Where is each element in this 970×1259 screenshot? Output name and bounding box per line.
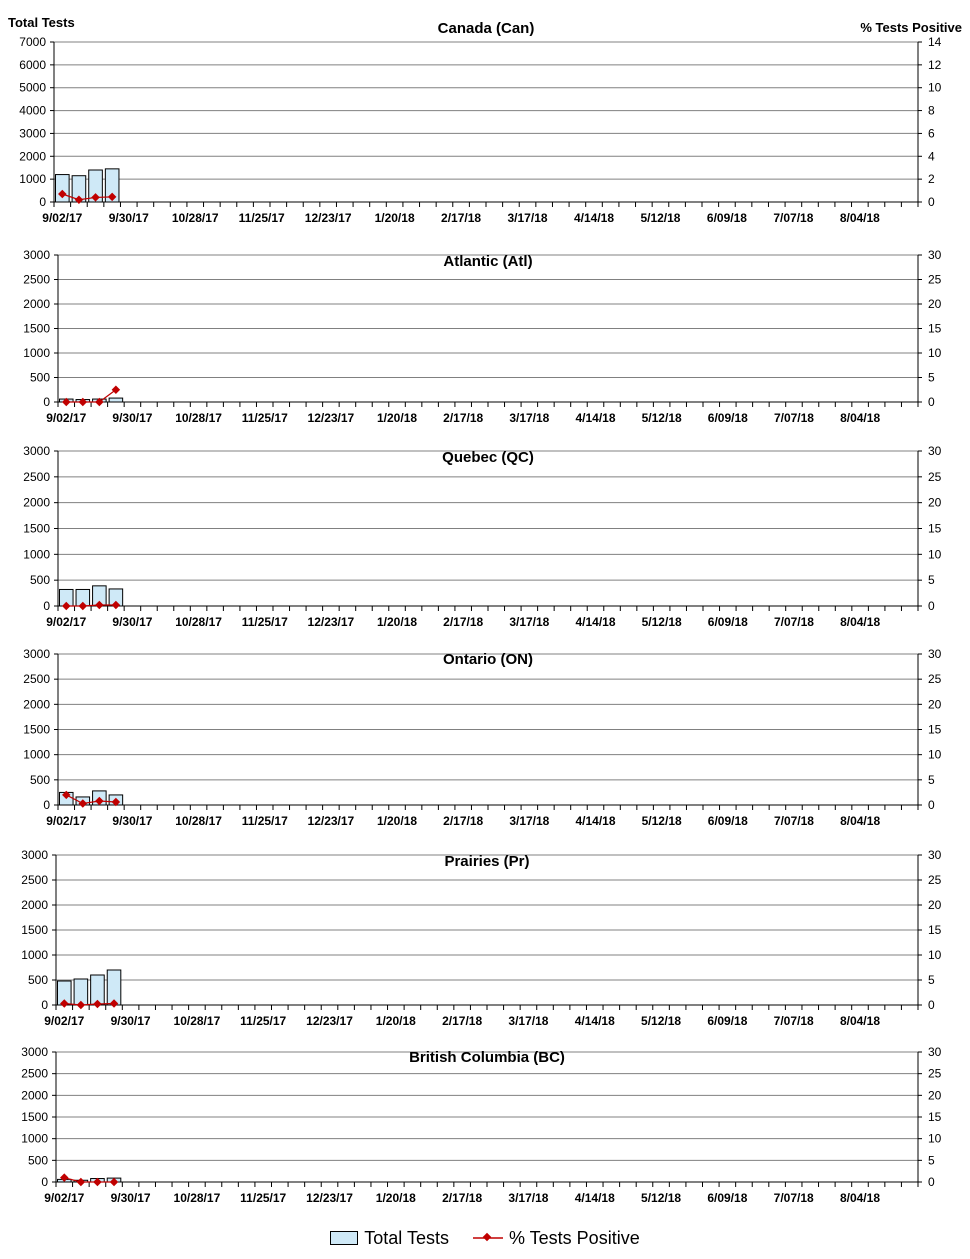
- x-tick-label: 11/25/17: [240, 1191, 287, 1205]
- left-tick-label: 3000: [23, 248, 50, 262]
- right-tick-label: 14: [928, 35, 942, 49]
- right-tick-label: 20: [928, 297, 942, 311]
- right-tick-label: 15: [928, 923, 942, 937]
- x-tick-label: 1/20/18: [377, 411, 418, 425]
- x-tick-label: 6/09/18: [706, 211, 747, 225]
- right-tick-label: 30: [928, 848, 942, 862]
- right-tick-label: 4: [928, 149, 935, 164]
- x-tick-label: 7/07/18: [773, 211, 814, 225]
- x-tick-label: 1/20/18: [377, 814, 418, 828]
- x-tick-label: 7/07/18: [773, 814, 814, 828]
- right-tick-label: 5: [928, 772, 935, 787]
- x-tick-label: 9/30/17: [112, 411, 153, 425]
- right-tick-label: 0: [928, 798, 935, 812]
- right-tick-label: 25: [928, 672, 942, 687]
- right-tick-label: 25: [928, 272, 942, 287]
- right-tick-label: 15: [928, 321, 942, 336]
- x-tick-label: 1/20/18: [375, 1191, 416, 1205]
- left-tick-label: 500: [29, 370, 50, 385]
- left-tick-label: 2000: [21, 898, 48, 912]
- x-tick-label: 5/12/18: [641, 615, 682, 629]
- x-tick-label: 6/09/18: [707, 411, 748, 425]
- left-tick-label: 3000: [19, 126, 46, 141]
- right-tick-label: 5: [928, 573, 935, 588]
- chart-title: Atlantic (Atl): [443, 253, 533, 270]
- left-tick-label: 0: [41, 1175, 48, 1189]
- chart-panel-3: [23, 444, 941, 629]
- left-tick-label: 6000: [19, 57, 46, 72]
- left-tick-label: 5000: [19, 80, 46, 95]
- pct-line: [66, 795, 116, 804]
- right-tick-label: 10: [928, 346, 942, 360]
- chart-panel-2: [23, 248, 941, 425]
- chart-panel-5: [21, 848, 941, 1028]
- left-tick-label: 500: [29, 772, 50, 787]
- x-tick-label: 11/25/17: [241, 615, 288, 629]
- right-tick-label: 10: [928, 547, 942, 562]
- x-tick-label: 7/07/18: [773, 1191, 814, 1205]
- left-tick-label: 2000: [23, 697, 50, 712]
- left-tick-label: 500: [27, 973, 48, 987]
- right-tick-label: 30: [928, 248, 942, 262]
- chart-title: British Columbia (BC): [409, 1049, 565, 1066]
- left-tick-label: 7000: [19, 35, 46, 49]
- pct-marker: [77, 1178, 85, 1186]
- bar: [109, 398, 123, 402]
- right-tick-label: 15: [928, 1110, 942, 1124]
- x-tick-label: 2/17/18: [443, 411, 484, 425]
- x-tick-label: 3/17/18: [509, 814, 550, 828]
- left-tick-label: 3000: [21, 1045, 48, 1059]
- chart-panel-1: [19, 20, 941, 225]
- x-tick-label: 11/25/17: [240, 1014, 287, 1028]
- x-tick-label: 1/20/18: [374, 211, 415, 225]
- x-tick-label: 12/23/17: [307, 411, 355, 425]
- x-tick-label: 9/02/17: [46, 814, 87, 828]
- x-tick-label: 9/02/17: [44, 1191, 85, 1205]
- right-tick-label: 10: [928, 948, 942, 962]
- legend: [0, 1224, 970, 1252]
- left-tick-label: 3000: [21, 848, 48, 862]
- left-tick-label: 3000: [23, 444, 50, 458]
- left-tick-label: 1500: [23, 722, 50, 737]
- x-tick-label: 12/23/17: [306, 1014, 353, 1028]
- x-tick-label: 3/17/18: [507, 211, 548, 225]
- left-tick-label: 1500: [23, 521, 50, 536]
- left-tick-label: 2500: [23, 272, 50, 287]
- right-axis-title: % Tests Positive: [860, 20, 962, 35]
- x-tick-label: 2/17/18: [442, 1014, 483, 1028]
- pct-marker: [112, 386, 120, 394]
- right-tick-label: 0: [928, 1175, 935, 1189]
- right-tick-label: 5: [928, 973, 935, 987]
- x-tick-label: 9/30/17: [112, 814, 153, 828]
- left-tick-label: 1500: [23, 321, 50, 336]
- chart-panel-4: [23, 647, 941, 828]
- right-tick-label: 30: [928, 444, 942, 458]
- x-tick-label: 2/17/18: [441, 211, 482, 225]
- x-tick-label: 1/20/18: [377, 615, 418, 629]
- legend-line-label: % Tests Positive: [508, 1227, 640, 1248]
- x-tick-label: 9/30/17: [112, 615, 153, 629]
- right-tick-label: 12: [928, 57, 942, 72]
- right-tick-label: 20: [928, 898, 942, 912]
- pct-line: [64, 1178, 114, 1182]
- x-tick-label: 2/17/18: [443, 814, 484, 828]
- x-tick-label: 11/25/17: [238, 211, 285, 225]
- right-tick-label: 30: [928, 1045, 942, 1059]
- right-tick-label: 0: [928, 195, 935, 209]
- x-tick-label: 9/30/17: [110, 1014, 151, 1028]
- right-tick-label: 30: [928, 647, 942, 661]
- x-tick-label: 8/04/18: [840, 814, 881, 828]
- chart-title: Quebec (QC): [442, 449, 534, 466]
- right-tick-label: 6: [928, 126, 935, 141]
- left-tick-label: 2500: [21, 873, 48, 887]
- right-tick-label: 10: [928, 80, 942, 95]
- x-tick-label: 8/04/18: [839, 211, 880, 225]
- x-tick-label: 5/12/18: [641, 1014, 682, 1028]
- pct-marker: [79, 398, 87, 406]
- left-tick-label: 2000: [23, 495, 50, 510]
- x-tick-label: 6/09/18: [707, 1191, 748, 1205]
- pct-line: [62, 194, 112, 200]
- x-tick-label: 5/12/18: [641, 411, 682, 425]
- legend-bars-label: Total Tests: [364, 1227, 449, 1248]
- x-tick-label: 8/04/18: [839, 1191, 881, 1205]
- chart-panel-6: [21, 1045, 941, 1205]
- x-tick-label: 10/28/17: [173, 1014, 221, 1028]
- chart-title: Canada (Can): [437, 20, 535, 37]
- left-axis-title: Total Tests: [8, 15, 75, 30]
- chart-title: Prairies (Pr): [444, 853, 530, 870]
- x-tick-label: 3/17/18: [509, 411, 550, 425]
- pct-line: [66, 390, 116, 402]
- x-tick-label: 4/14/18: [573, 211, 615, 225]
- right-tick-label: 5: [928, 1153, 935, 1168]
- x-tick-label: 9/02/17: [44, 1014, 85, 1028]
- x-tick-label: 9/30/17: [108, 211, 149, 225]
- x-tick-label: 3/17/18: [508, 1191, 549, 1205]
- left-tick-label: 500: [29, 573, 50, 588]
- legend-item-line: [473, 1228, 640, 1249]
- left-tick-label: 1500: [21, 1110, 48, 1124]
- right-tick-label: 25: [928, 1066, 942, 1081]
- x-tick-label: 7/07/18: [773, 1014, 814, 1028]
- x-tick-label: 12/23/17: [307, 814, 355, 828]
- right-tick-label: 0: [928, 599, 935, 613]
- left-tick-label: 1000: [21, 1131, 48, 1146]
- right-tick-label: 0: [928, 395, 935, 409]
- x-tick-label: 5/12/18: [640, 211, 681, 225]
- x-tick-label: 10/28/17: [175, 615, 222, 629]
- x-tick-label: 8/04/18: [840, 411, 881, 425]
- x-tick-label: 10/28/17: [175, 814, 222, 828]
- left-tick-label: 2500: [21, 1066, 48, 1081]
- right-tick-label: 20: [928, 495, 942, 510]
- x-tick-label: 4/14/18: [574, 1191, 615, 1205]
- x-tick-label: 5/12/18: [641, 1191, 682, 1205]
- right-tick-label: 15: [928, 521, 942, 536]
- legend-item-bars: [330, 1228, 449, 1249]
- x-tick-label: 10/28/17: [175, 411, 222, 425]
- left-tick-label: 1000: [23, 346, 50, 360]
- x-tick-label: 4/14/18: [575, 814, 616, 828]
- left-tick-label: 0: [39, 195, 46, 209]
- x-tick-label: 9/02/17: [42, 211, 83, 225]
- x-tick-label: 5/12/18: [641, 814, 682, 828]
- x-tick-label: 12/23/17: [306, 1191, 353, 1205]
- left-tick-label: 1000: [23, 747, 50, 762]
- right-tick-label: 10: [928, 1131, 942, 1146]
- left-tick-label: 500: [27, 1153, 48, 1168]
- left-tick-label: 1000: [21, 948, 48, 962]
- left-tick-label: 0: [43, 798, 50, 812]
- x-tick-label: 6/09/18: [707, 814, 748, 828]
- right-tick-label: 8: [928, 103, 935, 118]
- left-tick-label: 0: [43, 599, 50, 613]
- x-tick-label: 6/09/18: [707, 615, 748, 629]
- left-tick-label: 3000: [23, 647, 50, 661]
- x-tick-label: 9/02/17: [46, 615, 87, 629]
- x-tick-label: 2/17/18: [442, 1191, 483, 1205]
- legend-bar-swatch: [330, 1231, 358, 1245]
- left-tick-label: 0: [43, 395, 50, 409]
- right-tick-label: 2: [928, 172, 935, 187]
- left-tick-label: 2000: [19, 149, 46, 164]
- x-tick-label: 7/07/18: [773, 411, 814, 425]
- left-tick-label: 2500: [23, 469, 50, 484]
- x-tick-label: 7/07/18: [773, 615, 814, 629]
- left-tick-label: 4000: [19, 103, 46, 118]
- left-tick-label: 2500: [23, 672, 50, 687]
- x-tick-label: 8/04/18: [839, 1014, 881, 1028]
- right-tick-label: 15: [928, 722, 942, 737]
- right-tick-label: 25: [928, 873, 942, 887]
- x-tick-label: 8/04/18: [840, 615, 881, 629]
- x-tick-label: 2/17/18: [443, 615, 484, 629]
- right-tick-label: 10: [928, 747, 942, 762]
- x-tick-label: 4/14/18: [574, 1014, 615, 1028]
- x-tick-label: 12/23/17: [307, 615, 355, 629]
- left-tick-label: 1000: [23, 547, 50, 562]
- x-tick-label: 4/14/18: [575, 615, 616, 629]
- x-tick-label: 12/23/17: [304, 211, 352, 225]
- right-tick-label: 25: [928, 469, 942, 484]
- left-tick-label: 2000: [21, 1088, 48, 1103]
- chart-title: Ontario (ON): [443, 651, 533, 668]
- right-tick-label: 5: [928, 370, 935, 385]
- x-tick-label: 10/28/17: [173, 1191, 221, 1205]
- x-tick-label: 11/25/17: [241, 411, 288, 425]
- x-tick-label: 6/09/18: [707, 1014, 748, 1028]
- left-tick-label: 1000: [19, 172, 46, 187]
- left-tick-label: 1500: [21, 923, 48, 937]
- right-tick-label: 0: [928, 998, 935, 1012]
- x-tick-label: 10/28/17: [171, 211, 219, 225]
- left-tick-label: 2000: [23, 297, 50, 311]
- x-tick-label: 9/02/17: [46, 411, 87, 425]
- x-tick-label: 11/25/17: [241, 814, 288, 828]
- right-tick-label: 20: [928, 1088, 942, 1103]
- left-tick-label: 0: [41, 998, 48, 1012]
- x-tick-label: 4/14/18: [575, 411, 616, 425]
- legend-line-swatch: [473, 1232, 503, 1244]
- x-tick-label: 3/17/18: [508, 1014, 549, 1028]
- right-tick-label: 20: [928, 697, 942, 712]
- x-tick-label: 9/30/17: [110, 1191, 151, 1205]
- x-tick-label: 3/17/18: [509, 615, 550, 629]
- x-tick-label: 1/20/18: [375, 1014, 416, 1028]
